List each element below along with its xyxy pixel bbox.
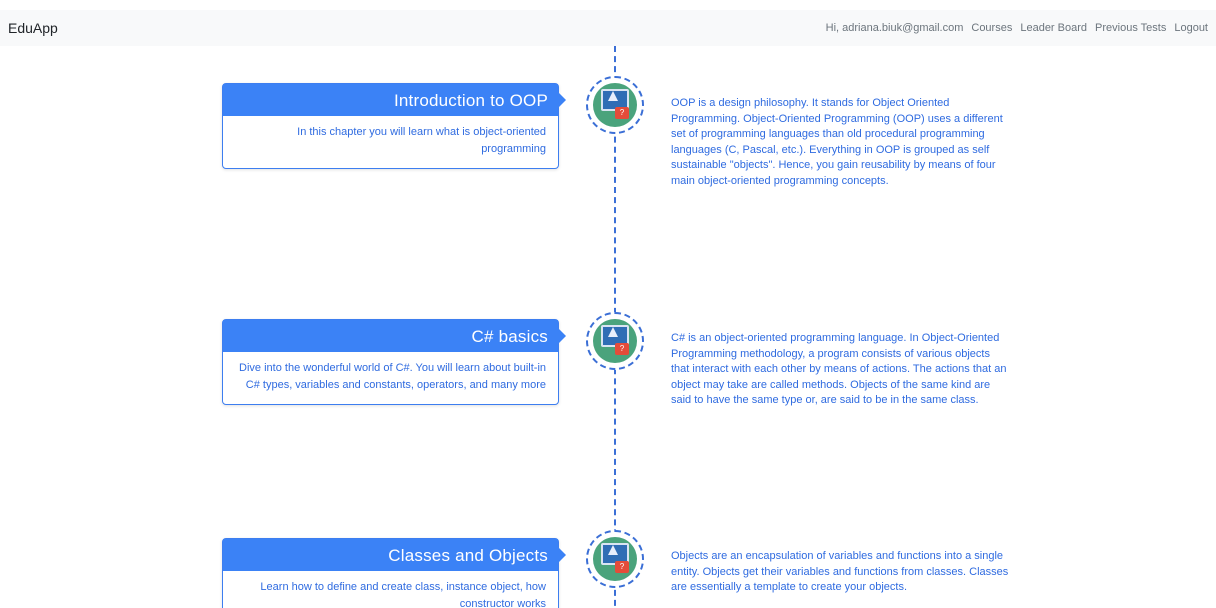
timeline-node (586, 76, 644, 134)
user-greeting: Hi, adriana.biuk@gmail.com (825, 22, 964, 34)
nav-logout[interactable]: Logout (1174, 22, 1208, 34)
nav-courses[interactable]: Courses (971, 22, 1013, 34)
chapter-card-csharp-basics[interactable] (222, 319, 559, 405)
nav-links (826, 22, 1208, 34)
classroom-icon: ? (593, 319, 637, 363)
chapter-card-classes-objects[interactable] (222, 538, 559, 608)
chapter-summary: In this chapter you will learn what is object-oriented programming (297, 126, 546, 155)
chapter-title: Introduction to OOP (223, 84, 558, 116)
chapter-summary: Dive into the wonderful world of C#. You will learn about built-in C# types, variables and constants, operators, and many more (239, 362, 546, 391)
chapter-card-intro-oop[interactable] (222, 83, 559, 169)
chapter-description: C# is an object-oriented programming language. In Object-Oriented Programming methodology, a program consists of various objects that interact with each other by means of actions. The actions that an object may take are called methods. Objects of the same kind are said to have the same type or, are said to be in the same class. (671, 332, 1007, 407)
chapter-title: Classes and Objects (223, 539, 558, 571)
nav-previous-tests[interactable]: Previous Tests (1095, 22, 1167, 34)
chapter-summary: Learn how to define and create class, instance object, how constructor works (260, 581, 546, 608)
classroom-icon: ? (593, 537, 637, 581)
brand-logo[interactable]: EduApp (8, 20, 58, 36)
timeline-node (586, 530, 644, 588)
timeline-node (586, 312, 644, 370)
chapter-description: Objects are an encapsulation of variables and functions into a single entity. Objects get their variables and functions from classes. Classes are essentially a template to create your objects. (671, 550, 1009, 594)
chapter-title: C# basics (223, 320, 558, 352)
nav-leader-board[interactable]: Leader Board (1020, 22, 1088, 34)
top-navbar (0, 10, 1216, 46)
classroom-icon: ? (593, 83, 637, 127)
chapter-description: OOP is a design philosophy. It stands for Object Oriented Programming. Object-Oriented Programming (OOP) uses a different set of programming languages than old procedural programming languages (C, Pascal, etc.). Everything in OOP is grouped as self sustainable "objects". Hence, you gain reusability by means of four main object-oriented programming concepts. (671, 97, 1003, 187)
